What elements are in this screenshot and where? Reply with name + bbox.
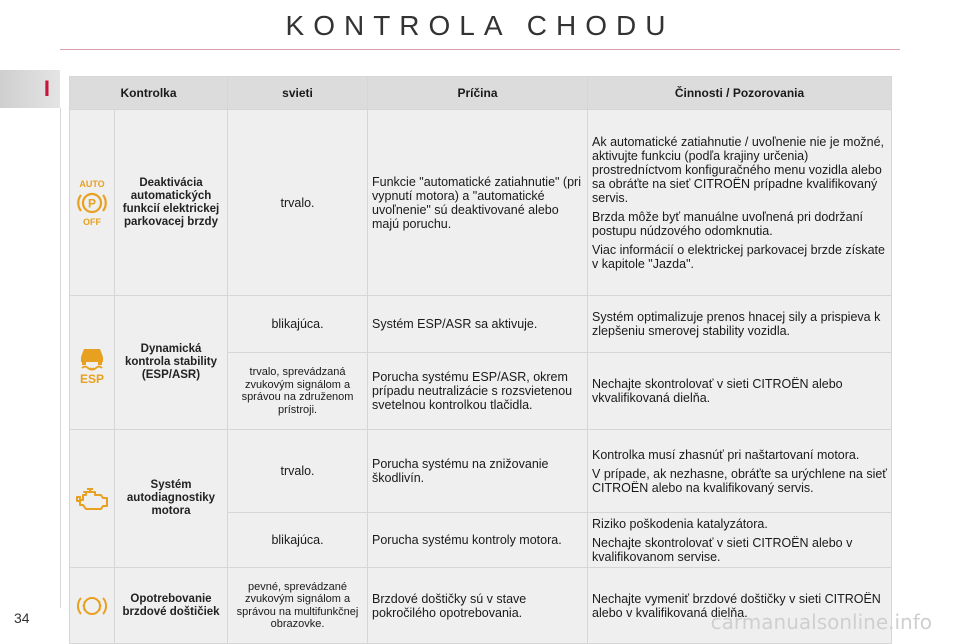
action-text: Riziko poškodenia katalyzátora. [592,516,768,531]
page-title: KONTROLA CHODU [285,10,675,41]
action-text: Nechajte skontrolovať v sieti CITROËN alebo vkvalifikovaná dielňa. [592,377,843,405]
column-header-actions: Činnosti / Pozorovania [588,77,892,110]
icon-text-auto: AUTO [79,178,105,189]
indicator-icon-cell [70,430,115,568]
action-text: Systém optimalizuje prenos hnacej sily a prispieva k zlepšeniu smerovej stability vozidla. [592,310,881,338]
side-rule [60,108,61,608]
table-row [70,110,892,296]
table-header-row [70,77,892,110]
lit-state: trvalo. [228,430,368,513]
indicator-icon-cell [70,296,115,430]
chapter-tab [0,70,60,108]
cause-text: Systém ESP/ASR sa aktivuje. [368,296,588,353]
action-text: Viac informácií o elektrickej parkovacej brzde získate v kapitole "Jazda". [592,242,885,271]
actions-cell [588,110,892,296]
actions-cell [588,430,892,513]
icon-text-p: P [87,196,97,210]
title-rule [60,49,900,50]
engine-icon [75,486,109,512]
cause-text: Porucha systému kontroly motora. [368,513,588,568]
cause-text: Porucha systému na znižovanie škodlivín. [368,430,588,513]
table-row [70,430,892,513]
lit-state: pevné, sprevádzané zvukovým signálom a správou na multifunkčnej obrazovke. [228,568,368,644]
action-text: Ak automatické zatiahnutie / uvoľnenie nie je možné, aktivujte funkciu (podľa krajiny určenia) prostredníctvom konfiguračného menu vozidla alebo sa obráťte na sieť CITROËN prípadne kvalifikovaný servis. [592,134,885,205]
action-text: Brzda môže byť manuálne uvoľnená pri dodržaní postupu núdzového odomknutia. [592,209,864,238]
lit-state: trvalo, sprevádzaná zvukovým signálom a správou na združenom prístroji. [228,353,368,430]
column-header-cause: Príčina [368,77,588,110]
actions-cell [588,513,892,568]
action-text: V prípade, ak nezhasne, obráťte sa urýchlene na sieť CITROËN alebo na kvalifikovaný servis. [592,466,887,495]
action-text: Nechajte vymeniť brzdové doštičky v sieti CITROËN alebo v kvalifikovaná dielňa. [592,591,881,620]
action-text: Nechajte skontrolovať v sieti CITROËN alebo v kvalifikovanom servise. [592,535,853,564]
action-text: Kontrolka musí zhasnúť pri naštartovaní motora. [592,447,860,462]
column-header-indicator: Kontrolka [70,77,228,110]
actions-cell [588,296,892,353]
indicator-name: Opotrebovanie brzdové doštičiek [115,568,228,644]
table-row [70,296,892,353]
indicator-icon-cell [70,110,115,296]
column-header-lit: svieti [228,77,368,110]
indicator-name: Systém autodiagnostiky motora [115,430,228,568]
actions-cell [588,353,892,430]
icon-text-off: OFF [83,216,101,227]
lit-state: blikajúca. [228,296,368,353]
lit-state: trvalo. [228,110,368,296]
esp-icon [76,341,108,385]
indicator-icon-cell [70,568,115,644]
cause-text: Brzdové doštičky sú v stave pokročilého opotrebovania. [368,568,588,644]
chapter-letter: I [43,76,50,101]
brake-pad-wear-icon [76,593,108,619]
indicator-name: Deaktivácia automatických funkcií elektrickej parkovacej brzdy [115,110,228,296]
lit-state: blikajúca. [228,513,368,568]
cause-text: Porucha systému ESP/ASR, okrem prípadu neutralizácie s rozsvietenou svetelnou kontrolkou tlačidla. [368,353,588,430]
icon-text-esp: ESP [79,371,105,385]
page-number: 34 [14,610,30,626]
warning-lights-table [69,76,892,644]
indicator-name: Dynamická kontrola stability (ESP/ASR) [115,296,228,430]
auto-off-parking-brake-icon [75,178,109,228]
cause-text: Funkcie "automatické zatiahnutie" (pri vypnutí motora) a "automatické uvoľnenie" sú deaktivované alebo majú poruchu. [368,110,588,296]
watermark: carmanualsonline.info [710,610,932,634]
